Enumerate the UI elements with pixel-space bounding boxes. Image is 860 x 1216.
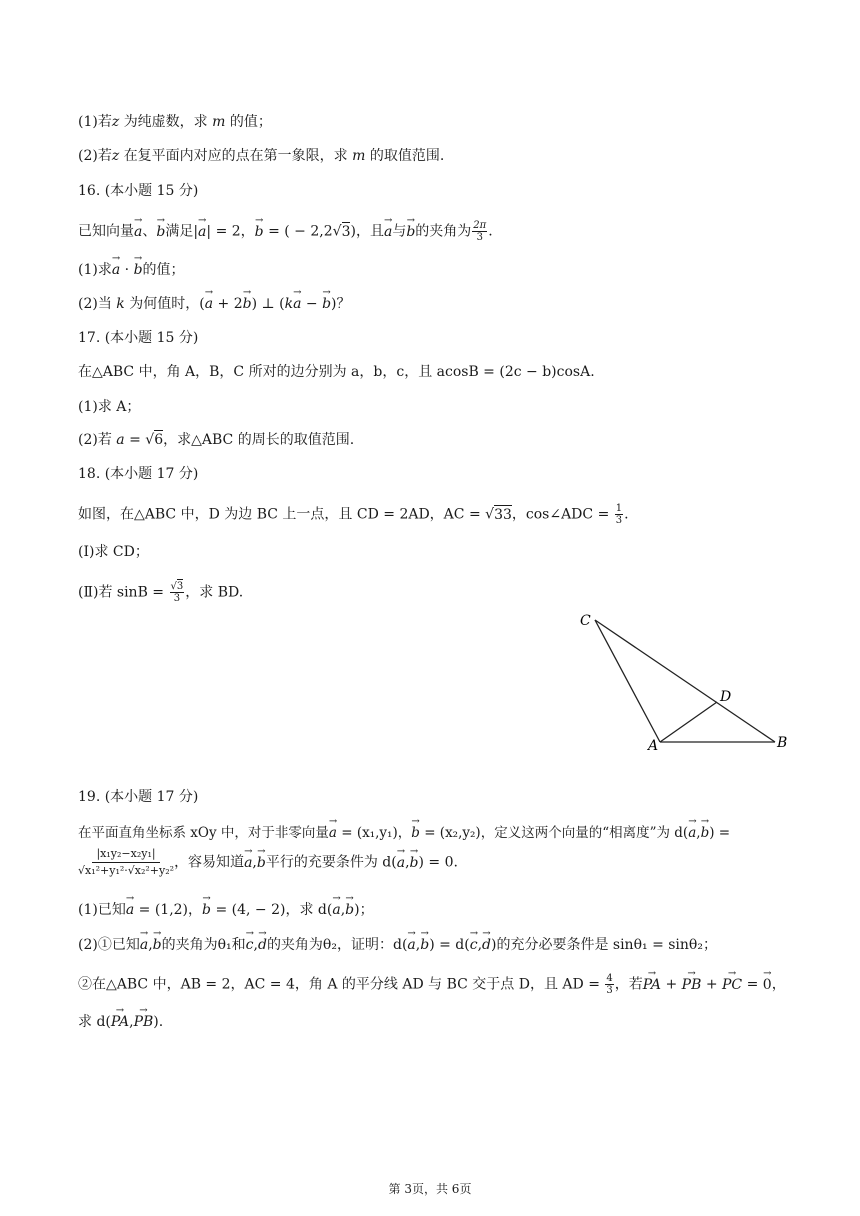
p19-q4: 求 d(→ PA,→ PB). bbox=[78, 1012, 163, 1032]
p17-q2: (2)若 a = √6，求△ABC 的周长的取值范围. bbox=[78, 432, 355, 448]
label-a: A bbox=[648, 738, 659, 754]
p15-q1: (1)若z 为纯虚数，求 m 的值； bbox=[78, 114, 272, 130]
p19-q1: (1)已知→ a = (1,2)，→ b = (4, − 2)，求 d(→ a,→ b)； bbox=[78, 900, 374, 920]
p15-q2: (2)若z 在复平面内对应的点在第一象限，求 m 的取值范围. bbox=[78, 148, 445, 164]
label-c: C bbox=[580, 613, 591, 629]
p17-q1: (1)求 A； bbox=[78, 399, 141, 415]
p19-stem2: $\frac{\text{|x₁y₂−x₂y₁|}}{\text{√x₁²+y₁²·√x₂²+y₂²}}$ ，容易知道→ a,→ b平行的充要条件为 d(→ a,→ b) = 0. bbox=[78, 846, 458, 879]
label-b: B bbox=[777, 735, 788, 751]
p16-stem: 已知向量→ a、→ b满足|→ a| = 2，→ b = ( − 2,2√3)，且→ a与→ b的夹角为 $\frac{2\pi}{3}$ . bbox=[78, 220, 493, 243]
p19-q3: ②在△ABC 中，AB = 2，AC = 4，角 A 的平分线 AD 与 BC 交于点 D，且 AD = $\frac{4}{3}$ ，若→ PA + → PB + → PC = → 0， bbox=[78, 973, 786, 996]
p17-stem: 在△ABC 中，角 A，B，C 所对的边分别为 a，b，c，且 acosB = (2c − b)cosA. bbox=[78, 364, 595, 380]
p18-q2: (Ⅱ)若 sinB = $\frac{√3}{3}$ ，求 BD. bbox=[78, 581, 244, 604]
p19-stem1: 在平面直角坐标系 xOy 中，对于非零向量→ a = (x₁,y₁)，→ b = (x₂,y₂)，定义这两个向量的“相离度”为 d(→ a,→ b) = bbox=[78, 823, 730, 843]
p16-q1: (1)求→ a · → b的值； bbox=[78, 260, 185, 280]
p18-header: 18. (本小题 17 分) bbox=[78, 466, 199, 482]
segment-ad bbox=[660, 702, 717, 742]
p18-stem: 如图，在△ABC 中，D 为边 BC 上一点，且 CD = 2AD，AC = √33，cos∠ADC = $\frac{1}{3}$ . bbox=[78, 503, 629, 526]
label-d: D bbox=[720, 689, 732, 705]
p17-header: 17. (本小题 15 分) bbox=[78, 330, 199, 346]
page-footer: 第 3页，共 6页 bbox=[388, 1182, 472, 1196]
p16-q2: (2)当 k 为何值时，(→ a + 2→ b) ⊥ (k→ a − → b)？ bbox=[78, 294, 351, 314]
triangle-figure bbox=[570, 605, 800, 755]
p16-header: 16. (本小题 15 分) bbox=[78, 183, 199, 199]
p19-q2: (2)①已知→ a,→ b的夹角为θ₁和→ c,→ d的夹角为θ₂，证明：d(→ a,→ b) = d(→ c,→ d)的充分必要条件是 sinθ₁ = sinθ₂； bbox=[78, 935, 717, 955]
segment-ca bbox=[595, 620, 660, 742]
p18-q1: (Ⅰ)求 CD； bbox=[78, 544, 149, 560]
p19-header: 19. (本小题 17 分) bbox=[78, 789, 199, 805]
